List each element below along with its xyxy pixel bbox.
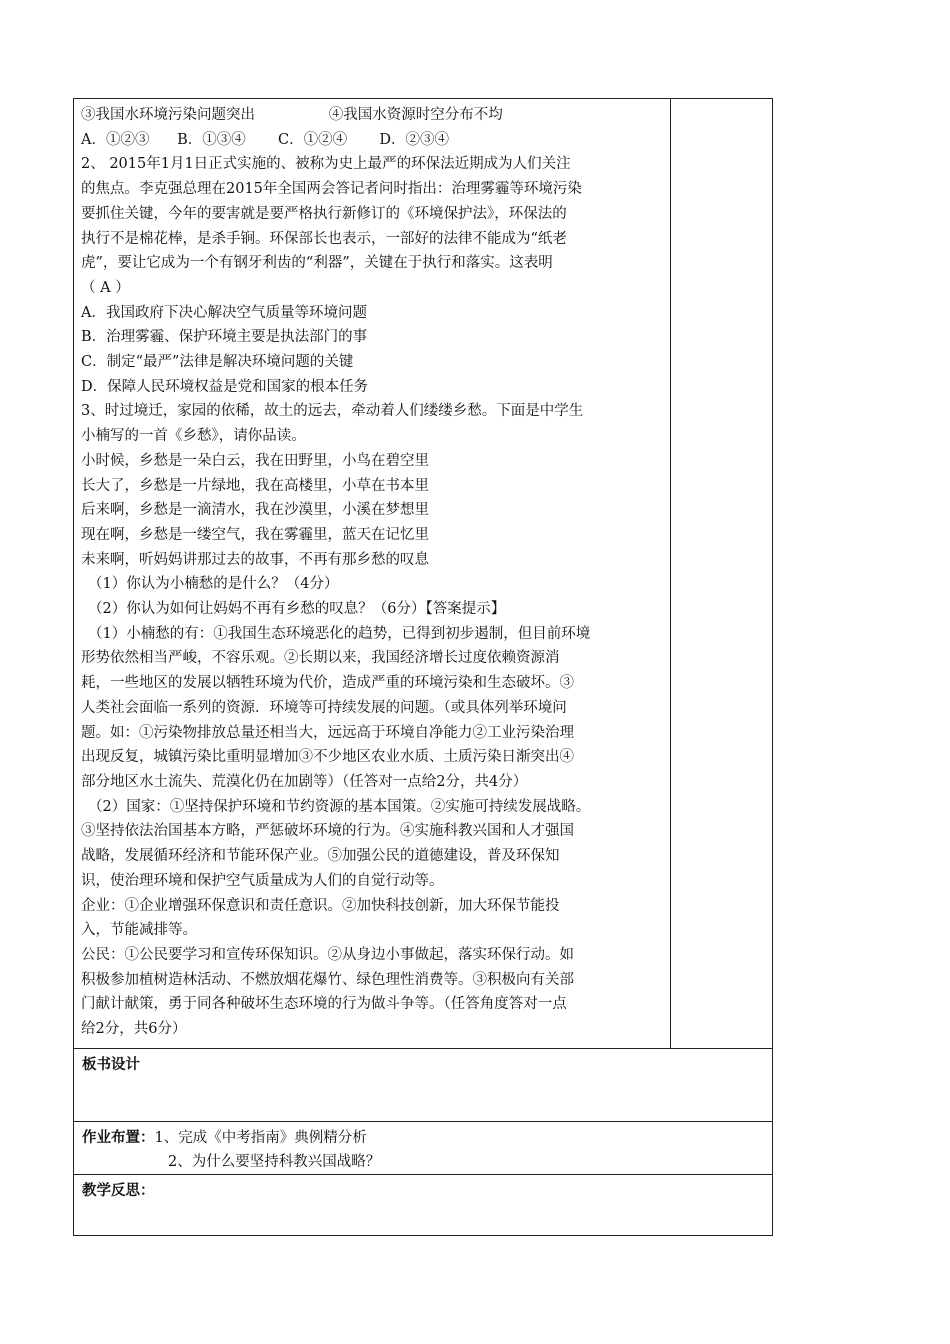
- answer-line: 入，节能减排等。: [81, 922, 197, 939]
- reflection-row: [74, 1174, 773, 1235]
- homework-label: 作业布置：: [82, 1128, 155, 1146]
- answer-1-first: （1）小楠愁的有：①我国生态环境恶化的趋势，已得到初步遏制，但目前环境: [88, 625, 591, 642]
- answer-line: 公民：①公民要学习和宣传环保知识。②从身边小事做起，落实环保行动。如: [81, 946, 574, 963]
- answer-line: 部分地区水土流失、荒漠化仍在加剧等）（任答对一点给2分，共4分）: [81, 773, 528, 790]
- answer-line: （ A ）: [81, 279, 130, 296]
- poem-line: 长大了，乡愁是一片绿地，我在高楼里，小草在书本里: [81, 477, 429, 494]
- text-line: 要抓住关键，今年的要害就是要严格执行新修订的《环境保护法》，环保法的: [81, 205, 567, 222]
- board-design-cell: [74, 1048, 773, 1121]
- text-line: ③我国水环境污染问题突出 ④我国水资源时空分布不均: [81, 107, 503, 123]
- answer-line: 门献计献策，勇于同各种破坏生态环境的行为做斗争等。（任答角度答对一点: [81, 996, 567, 1013]
- answer-line: 耗，一些地区的发展以牺牲环境为代价，造成严重的环境污染和生态破坏。③: [81, 675, 574, 692]
- text-line: 虎”，要让它成为一个有钢牙利齿的“利器”，关键在于执行和落实。这表明: [81, 255, 553, 272]
- poem-line: 未来啊，听妈妈讲那过去的故事，不再有那乡愁的叹息: [81, 551, 429, 568]
- homework-item-2: 2、为什么要坚持科教兴国战略？: [168, 1153, 381, 1170]
- text-line: 小楠写的一首《乡愁》，请你品读。: [81, 428, 306, 445]
- side-column-cell: [671, 99, 773, 1049]
- text-line: 的焦点。李克强总理在2015年全国两会答记者问时指出：治理雾霾等环境污染: [81, 181, 582, 198]
- poem-line: 小时候，乡愁是一朵白云，我在田野里，小鸟在碧空里: [81, 452, 429, 469]
- board-design-label: 板书设计: [82, 1055, 140, 1073]
- lesson-plan-table: [73, 98, 773, 1236]
- answer-line: 出现反复，城镇污染比重明显增加③不少地区农业水质、土质污染日渐突出④: [81, 749, 574, 766]
- text-line: 2、 2015年1月1日正式实施的、被称为史上最严的环保法近期成为人们关注: [81, 156, 571, 173]
- answer-line: 人类社会面临一系列的资源．环境等可持续发展的问题。（或具体列举环境问: [81, 699, 567, 716]
- content-row: [74, 99, 773, 1049]
- answer-line: 形势依然相当严峻，不容乐观。②长期以来，我国经济增长过度依赖资源消: [81, 650, 560, 667]
- poem-line: 现在啊，乡愁是一缕空气，我在雾霾里，蓝天在记忆里: [81, 526, 429, 543]
- option-c: C．制定“最严”法律是解决环境问题的关键: [81, 354, 354, 371]
- answer-line: 积极参加植树造林活动、不燃放烟花爆竹、绿色理性消费等。③积极向有关部: [81, 971, 574, 988]
- answer-line: 题。如：①污染物排放总量还相当大，远远高于环境自净能力②工业污染治理: [81, 724, 574, 741]
- homework-cell: [74, 1121, 773, 1174]
- option-b: B．治理雾霾、保护环境主要是执法部门的事: [81, 329, 368, 346]
- question-2: （2）你认为如何让妈妈不再有乡愁的叹息？（6分）【答案提示】: [88, 601, 506, 618]
- answer-line: 识，使治理环境和保护空气质量成为人们的自觉行动等。: [81, 872, 444, 889]
- question-1: （1）你认为小楠愁的是什么？（4分）: [88, 576, 339, 593]
- answer-line: 给2分，共6分）: [81, 1021, 187, 1038]
- homework-row: [74, 1121, 773, 1174]
- text-line: 执行不是棉花棒，是杀手锏。环保部长也表示，一部好的法律不能成为“纸老: [81, 230, 567, 247]
- reflection-cell: [74, 1174, 773, 1235]
- answer-line: 企业：①企业增强环保意识和责任意识。②加快科技创新，加大环保节能投: [81, 897, 560, 914]
- options-line: A．①②③ B．①③④ C．①②④ D．②③④: [81, 131, 450, 148]
- board-design-row: [74, 1048, 773, 1121]
- answer-2-first: （2）国家：①坚持保护环境和节约资源的基本国策。②实施可持续发展战略。: [88, 798, 591, 815]
- reflection-label: 教学反思：: [82, 1181, 155, 1199]
- poem-line: 后来啊，乡愁是一滴清水，我在沙漠里，小溪在梦想里: [81, 502, 429, 519]
- content-body: [74, 99, 670, 1048]
- option-a: A．我国政府下决心解决空气质量等环境问题: [81, 304, 367, 321]
- content-cell: [74, 99, 671, 1049]
- homework-item-1: 1、完成《中考指南》典例精分析: [154, 1129, 367, 1146]
- answer-line: 战略，发展循环经济和节能环保产业。⑤加强公民的道德建设，普及环保知: [81, 848, 560, 865]
- text-line: 3、时过境迁，家园的依稀，故土的远去，牵动着人们缕缕乡愁。下面是中学生: [81, 403, 584, 420]
- option-d: D．保障人民环境权益是党和国家的根本任务: [81, 378, 369, 395]
- answer-line: ③坚持依法治国基本方略，严惩破坏环境的行为。④实施科教兴国和人才强国: [81, 823, 574, 840]
